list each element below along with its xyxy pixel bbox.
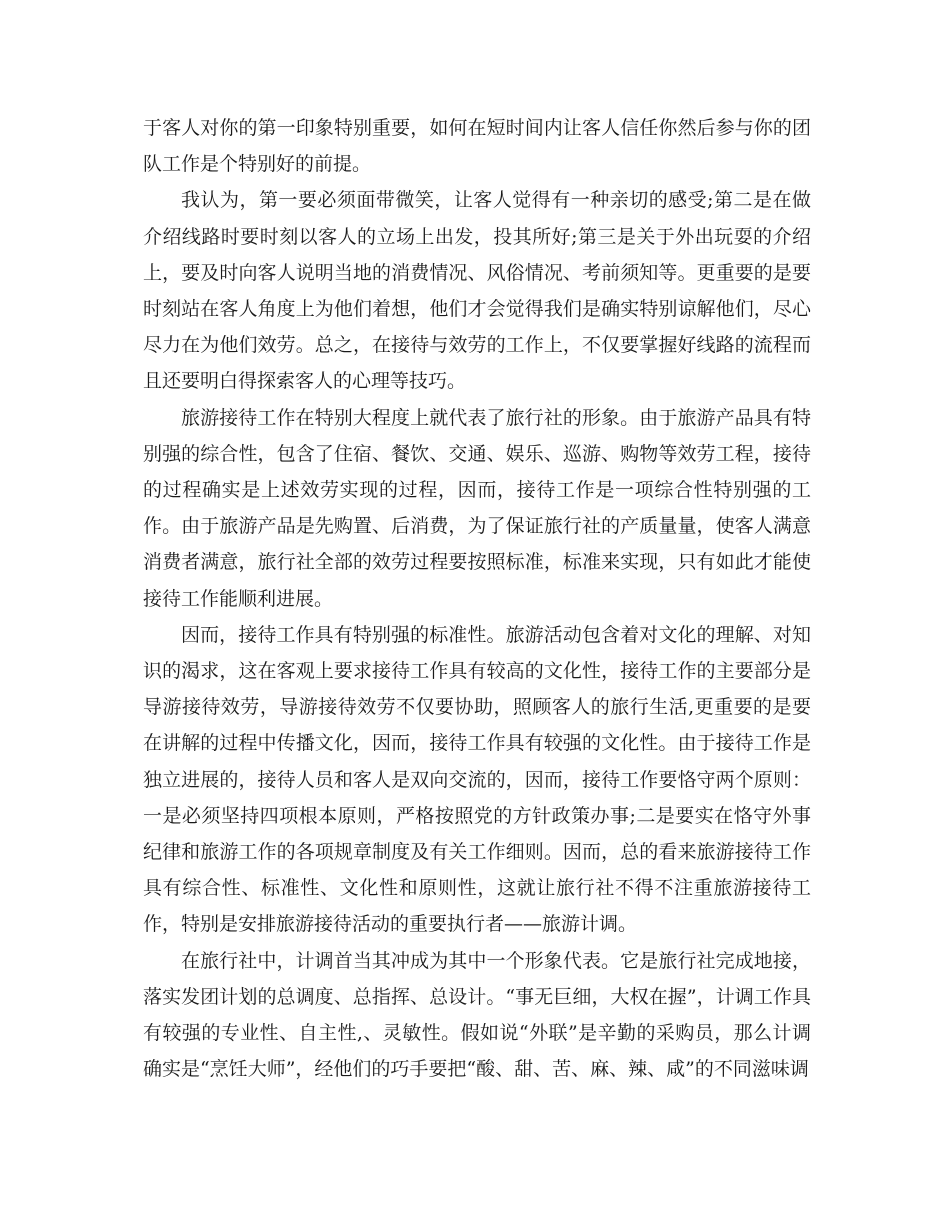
paragraph: 在旅行社中，计调首当其冲成为其中一个形象代表。它是旅行社完成地接，落实发团计划的总调度、总指挥、总设计。“事无巨细，大权在握”，计调工作具有较强的专业性、自主性,、灵敏性。假如说“外联”是辛勤的采购员，那么计调确实是“烹饪大师”，经他们的巧手要把“酸、甜、苦、麻、辣、咸”的不同滋味调 bbox=[143, 949, 811, 1081]
paragraph: 旅游接待工作在特别大程度上就代表了旅行社的形象。由于旅游产品具有特别强的综合性，包含了住宿、餐饮、交通、娱乐、巡游、购物等效劳工程，接待的过程确实是上述效劳实现的过程，因而，接待工作是一项综合性特别强的工作。由于旅游产品是先购置、后消费，为了保证旅行社的产质量量，使客人满意消费者满意，旅行社全部的效劳过程要按照标准，标准来实现，只有如此才能使接待工作能顺利进展。 bbox=[143, 406, 811, 610]
paragraph: 因而，接待工作具有特别强的标准性。旅游活动包含着对文化的理解、对知识的渴求，这在客观上要求接待工作具有较高的文化性，接待工作的主要部分是导游接待效劳，导游接待效劳不仅要协助，照顾客人的旅行生活,更重要的是要在讲解的过程中传播文化，因而，接待工作具有较强的文化性。由于接待工作是独立进展的，接待人员和客人是双向交流的，因而，接待工作要恪守两个原则：一是必须坚持四项根本原则，严格按照党的方针政策办事;二是要实在恪守外事纪律和旅游工作的各项规章制度及有关工作细则。因而，总的看来旅游接待工作具有综合性、标准性、文化性和原则性，这就让旅行社不得不注重旅游接待工作，特别是安排旅游接待活动的重要执行者——旅游计调。 bbox=[143, 623, 811, 936]
document-body bbox=[143, 110, 811, 1087]
paragraph: 我认为，第一要必须面带微笑，让客人觉得有一种亲切的感受;第二是在做介绍线路时要时刻以客人的立场上出发，投其所好;第三是关于外出玩耍的介绍上，要及时向客人说明当地的消费情况、风俗情况、考前须知等。更重要的是要时刻站在客人角度上为他们着想，他们才会觉得我们是确实特别谅解他们，尽心尽力在为他们效劳。总之，在接待与效劳的工作上，不仅要掌握好线路的流程而且还要明白得探索客人的心理等技巧。 bbox=[143, 189, 811, 393]
paragraph: 于客人对你的第一印象特别重要，如何在短时间内让客人信任你然后参与你的团队工作是个特别好的前提。 bbox=[143, 117, 811, 176]
